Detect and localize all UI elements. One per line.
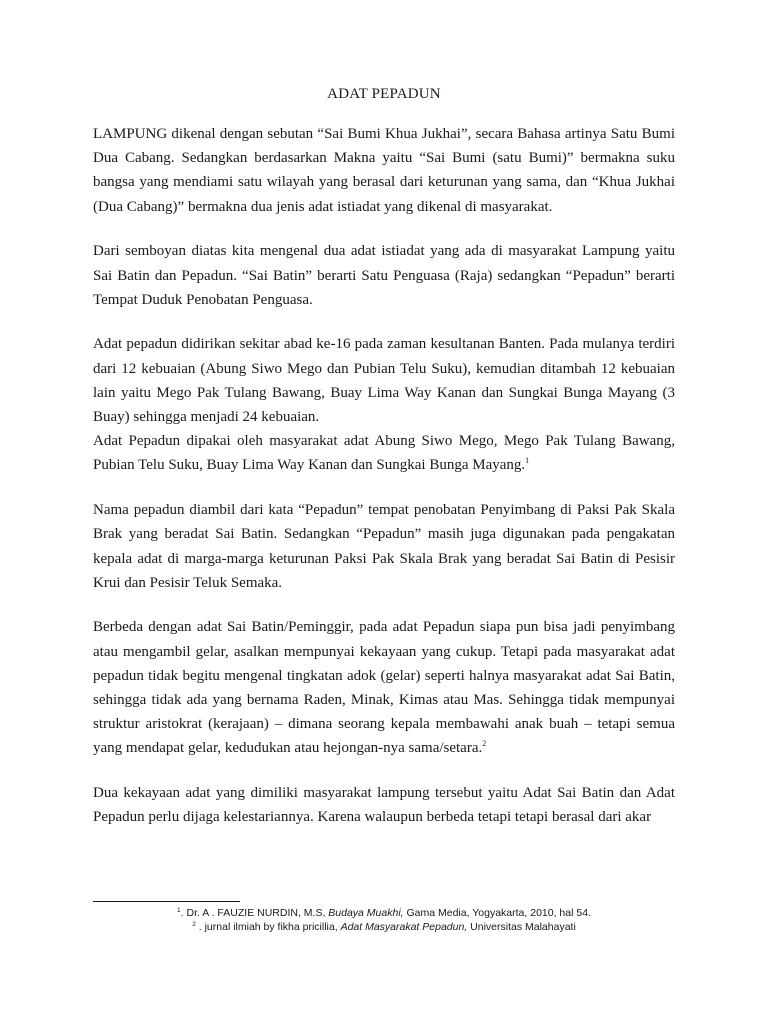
footnote-2-article-title: Adat Masyarakat Pepadun, bbox=[340, 921, 468, 933]
footnote-marker-2: 2 bbox=[192, 921, 196, 928]
paragraph-name-origin: Nama pepadun diambil dari kata “Pepadun” tempat penobatan Penyimbang di Paksi Pak Skala Brak yang beradat Sai Batin. Sedangkan “Pepadun” masih juga digunakan pada pengakatan kepala adat di marga-marga keturunan Paksi Pak Skala Brak yang beradat Sai Batin di Pesisir Krui dan Pesisir Teluk Semaka. bbox=[93, 502, 675, 591]
footnote-1 bbox=[93, 906, 675, 920]
footnote-marker-1: 1 bbox=[177, 907, 181, 914]
document-body bbox=[93, 122, 675, 850]
footnote-ref-2: 2 bbox=[482, 739, 487, 749]
paragraph-users-text: Adat Pepadun dipakai oleh masyarakat adat Abung Siwo Mego, Mego Pak Tulang Bawang, Pubian Telu Suku, Buay Lima Way Kanan dan Sungkai Bunga Mayang. bbox=[93, 433, 675, 474]
paragraph-lampung-intro: LAMPUNG dikenal dengan sebutan “Sai Bumi Khua Jukhai”, secara Bahasa artinya Satu Bumi Dua Cabang. Sedangkan berdasarkan Makna yaitu “Sai Bumi (satu Bumi)” bermakna suku bangsa yang mendiami satu wilayah yang berasal dari keturunan yang sama, dan “Khua Jukhai (Dua Cabang)” bermakna dua jenis adat istiadat yang dikenal di masyarakat. bbox=[93, 126, 675, 215]
footnote-1-text: . Dr. A . FAUZIE NURDIN, M.S, bbox=[180, 907, 329, 919]
footnotes bbox=[93, 906, 675, 934]
footnote-ref-1: 1 bbox=[525, 456, 530, 466]
paragraph-difference bbox=[93, 615, 675, 760]
paragraph-conclusion: Dua kekayaan adat yang dimiliki masyarakat lampung tersebut yaitu Adat Sai Batin dan Adat Pepadun perlu dijaga kelestariannya. Karena walaupun berbeda tetapi tetapi berasal dari akar bbox=[93, 785, 675, 826]
footnote-2-institution: Universitas Malahayati bbox=[467, 921, 576, 933]
paragraph-sai-batin-pepadun: Dari semboyan diatas kita mengenal dua adat istiadat yang ada di masyarakat Lampung yaitu Sai Batin dan Pepadun. “Sai Batin” berarti Satu Penguasa (Raja) sedangkan “Pepadun” berarti Tempat Duduk Penobatan Penguasa. bbox=[93, 243, 675, 308]
footnote-1-book-title: Budaya Muakhi, bbox=[328, 907, 404, 919]
paragraph-users bbox=[93, 429, 675, 477]
footnote-separator bbox=[93, 901, 240, 902]
footnote-2 bbox=[93, 920, 675, 934]
document-title: ADAT PEPADUN bbox=[327, 86, 441, 102]
paragraph-difference-text: Berbeda dengan adat Sai Batin/Peminggir, pada adat Pepadun siapa pun bisa jadi penyimbang atau mengambil gelar, asalkan mempunyai kekayaan yang cukup. Tetapi pada masyarakat adat pepadun tidak begitu mengenal tingkatan adok (gelar) seperti halnya masyarakat adat Sai Batin, sehingga tidak ada yang bernama Raden, Minak, Kimas atau Mas. Sehingga tidak mempunyai struktur aristokrat (kerajaan) – dimana seorang kepala membawahi anak buah – tetapi semua yang mendapat gelar, kedudukan atau hejongan-nya sama/setara. bbox=[93, 619, 675, 757]
paragraph-history: Adat pepadun didirikan sekitar abad ke-16 pada zaman kesultanan Banten. Pada mulanya terdiri dari 12 kebuaian (Abung Siwo Mego dan Pubian Telu Suku), kemudian ditambah 12 kebuaian lain yaitu Mego Pak Tulang Bawang, Buay Lima Way Kanan dan Sungkai Bunga Mayang (3 Buay) sehingga menjadi 24 kebuaian. bbox=[93, 336, 675, 426]
footnote-1-publisher: Gama Media, Yogyakarta, 2010, hal 54. bbox=[403, 907, 591, 919]
footnote-2-text: . jurnal ilmiah by fikha pricillia, bbox=[195, 921, 341, 933]
